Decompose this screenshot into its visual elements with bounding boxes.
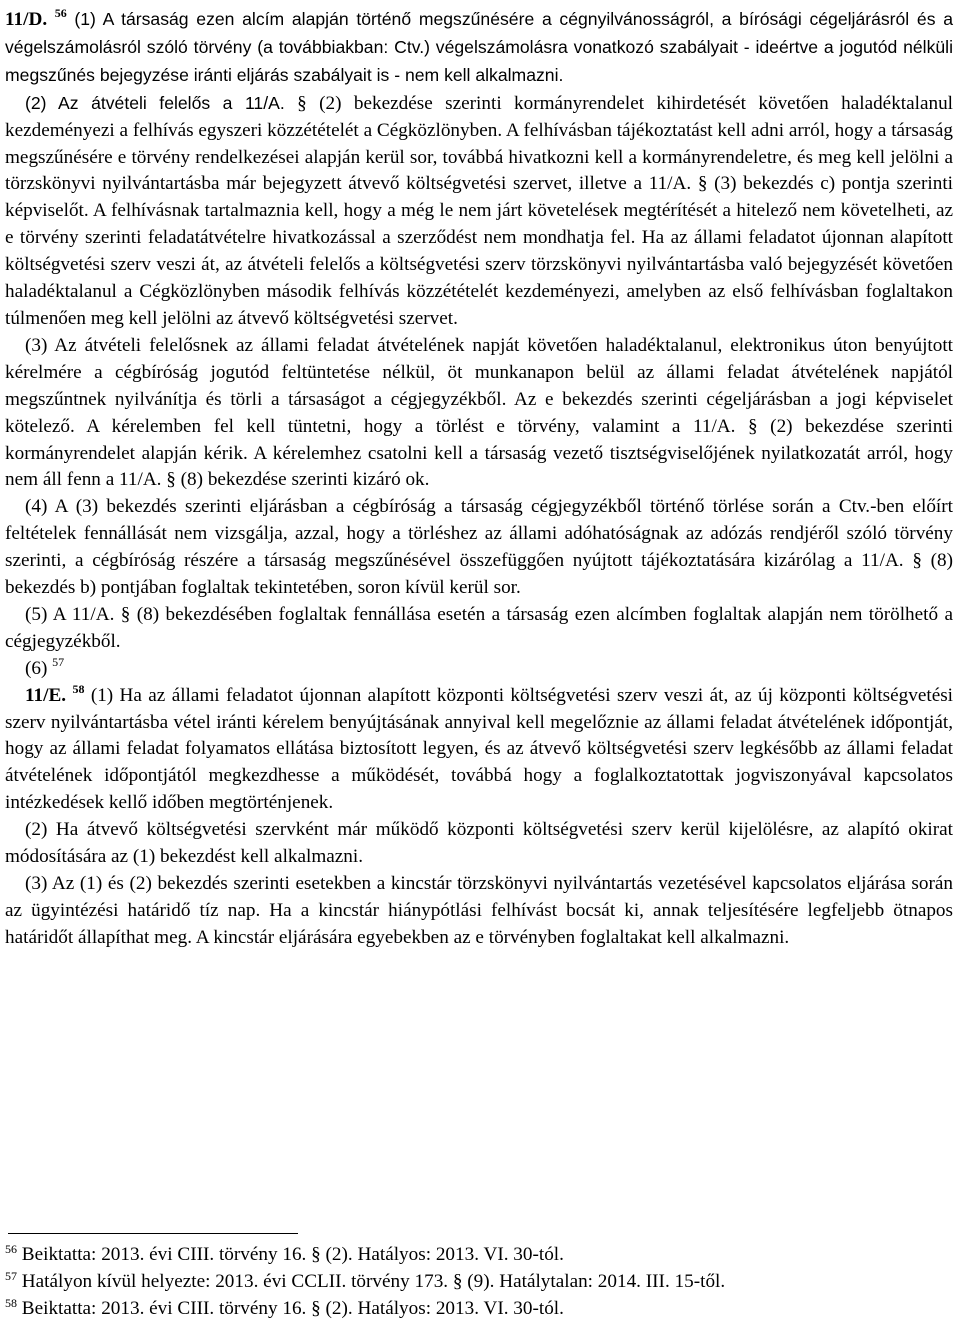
section-11e-text-1: (1) Ha az állami feladatot újonnan alapított központi költségvetési szerv veszi át, az új központi költségvetési szerv nyilvántartásba vétel iránti kérelem benyújtásának annyival kell megelőznie az állami feladat átvételének időpontját, hogy az állami feladat folyamatos ellátása biztosított legyen, és az átvevő költségvetési szerv legkésőbb az állami feladat átvételének időpontjától megkezdhesse a működését, továbbá hogy a foglalkoztatottak jogviszonyával kapcsolatos intézkedések kellő időben megtörténjenek. <box>5 684 954 814</box>
footnote-ref-56[interactable]: 56 <box>54 6 67 20</box>
footnote-text: Beiktatta: 2013. évi CIII. törvény 16. § (2). Hatályos: 2013. VI. 30-tól. <box>21 1298 564 1319</box>
footnote-text: Hatályon kívül helyezte: 2013. évi CCLII. törvény 173. § (9). Hatálytalan: 2014. III. 15-től. <box>21 1271 726 1292</box>
footnote-separator <box>8 1233 298 1234</box>
footnote-number: 58 <box>5 1296 17 1310</box>
section-11d-text-6: (6) <box>25 657 48 679</box>
section-11d-paragraph-2 <box>5 90 953 333</box>
section-11d-paragraph-1 <box>5 6 953 90</box>
section-11e-paragraph-3: (3) Az (1) és (2) bekezdés szerinti esetekben a kincstár törzskönyvi nyilvántartás vezetésével kapcsolatos eljárása során az ügyintézési határidő tíz nap. Ha a kincstár hiánypótlási felhívást bocsát ki, annak teljesítésére legfeljebb ötnapos határidőt állapíthat meg. A kincstár eljárására egyebekben az e törvényben foglaltakat kell alkalmazni. <box>5 873 953 948</box>
footnote-number: 57 <box>5 1269 17 1283</box>
section-11e-paragraph-1 <box>5 683 953 818</box>
section-11d-text-2-rest: § (2) bekezdése szerinti kormányrendelet kihirdetését követően haladéktalanul kezdeményezi a felhívás egyszeri közzétételét a Cégközlönyben. A felhívásban tájékoztatást kell adni arról, hogy a társaság megszűnésére e törvény rendelkezései alapján kerül sor, továbbá hivatkozni kell a kormányrendeletre, és meg kell jelölni a törzskönyvi nyilvántartásba már bejegyzett átvevő költségvetési szervet, illetve a 11/A. § (3) bekezdés c) pontja szerinti képviselőt. A felhívásnak tartalmaznia kell, hogy a még le nem járt követelések megtérítését a hitelező nem követelheti, az e törvény szerinti feladatátvételre hivatkozással a szerződést nem mondhatja fel. Ha az állami feladatot újonnan alapított költségvetési szerv veszi át, az átvételi felelős a költségvetési szerv törzskönyvi nyilvántartásba való bejegyzését követően haladéktalanul a Cégközlönyben második felhívás közzétételét kezdeményezi, amelyben az első felhívásban foglaltakon túlmenően meg kell jelölni az átvevő költségvetési szervet. <box>5 92 953 329</box>
footnote-ref-57[interactable]: 57 <box>52 654 65 669</box>
section-11d-text-1: (1) A társaság ezen alcím alapján történő megszűnésére a cégnyilvánosságról, a bírósági cégeljárásról és a végelszámolásról szóló törvény (a továbbiakban: Ctv.) végelszámolásra vonatkozó szabályait - ideértve a jogutód nélküli megszűnés bejegyzése iránti eljárás szabályait is - nem kell alkalmazni. <box>5 9 954 85</box>
footnote-57 <box>5 1268 953 1295</box>
section-11d-text-2-lead: (2) Az átvételi felelős a 11/A. <box>25 92 285 113</box>
footnote-56 <box>5 1241 953 1268</box>
section-11d-heading: 11/D. <box>5 9 48 30</box>
section-11d-paragraph-5: (5) A 11/A. § (8) bekezdésében foglaltak fennállása esetén a társaság ezen alcímben foglaltak alapján nem törölhető a cégjegyzékből. <box>5 603 953 652</box>
section-11d-paragraph-6 <box>5 656 953 683</box>
section-11e-heading: 11/E. <box>25 684 67 706</box>
footnotes <box>5 1241 953 1322</box>
document-page <box>5 0 953 952</box>
section-11d-paragraph-4: (4) A (3) bekezdés szerinti eljárásban a cégbíróság a társaság cégjegyzékből történő törlése során a Ctv.-ben előírt feltételek fennállását nem vizsgálja, azzal, hogy a törléshez az állami adóhatóságnak az adózás rendjéről szóló törvény szerinti, a cégbíróság részére a társaság megszűnésével összefüggően nyújtott tájékoztatására kizárólag a 11/A. § (8) bekezdés b) pontjában foglaltak tekintetében, soron kívül kerül sor. <box>5 496 953 599</box>
footnote-number: 56 <box>5 1242 17 1256</box>
section-11d-paragraph-3: (3) Az átvételi felelősnek az állami feladat átvételének napját követően haladéktalanul, elektronikus úton benyújtott kérelmére a cégbíróság jogutód feltüntetése nélkül, öt munkanapon belül az állami feladat átvételének napjától megszűntnek nyilvánítja és törli a társaságot a cégjegyzékből. Az e bekezdés szerinti cégeljárásban a jogi képviselet kötelező. A kérelemben fel kell tüntetni, hogy a törlést e törvény, valamint a 11/A. § (2) bekezdése szerinti kormányrendelet alapján kérik. A kérelemhez csatolni kell a társaság vezető tisztségviselőjének nyilatkozatát arról, hogy nem áll fenn a 11/A. § (8) bekezdése szerinti kizáró ok. <box>5 334 953 491</box>
section-11e-paragraph-2: (2) Ha átvevő költségvetési szervként már működő központi költségvetési szerv kerül kijelölésre, az alapító okirat módosítására az (1) bekezdést kell alkalmazni. <box>5 819 953 868</box>
footnote-ref-58[interactable]: 58 <box>72 681 85 696</box>
footnote-text: Beiktatta: 2013. évi CIII. törvény 16. § (2). Hatályos: 2013. VI. 30-tól. <box>21 1244 564 1265</box>
footnote-58 <box>5 1295 953 1322</box>
